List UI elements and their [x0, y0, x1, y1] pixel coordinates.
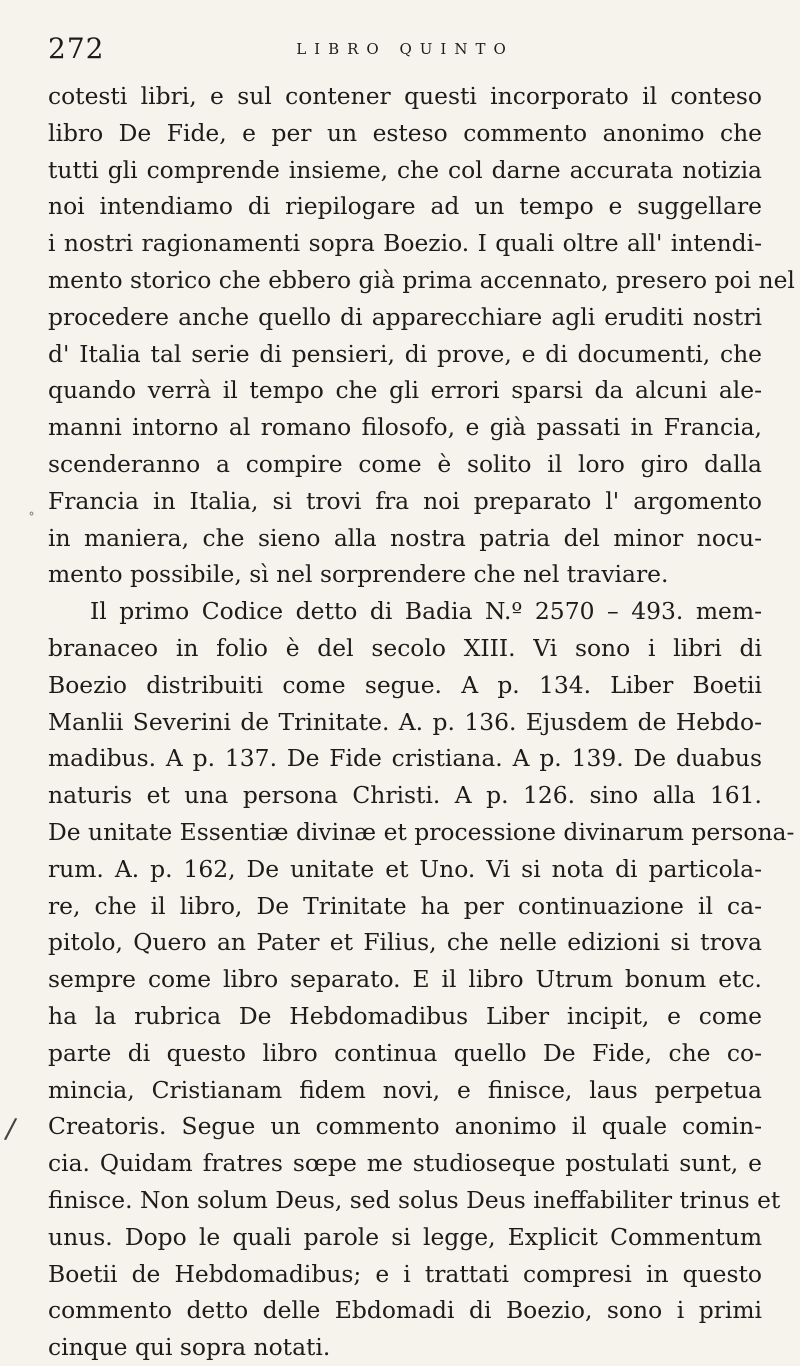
text-line: cinque qui sopra notati.: [48, 1333, 331, 1362]
text-line: commento detto delle Ebdomadi di Boezio, sono i primi: [48, 1296, 762, 1325]
text-line: De unitate Essentiæ divinæ et processione divinarum persona-: [48, 817, 795, 846]
running-head: [48, 26, 762, 78]
text-line: Creatoris. Segue un commento anonimo il quale comin-: [48, 1112, 762, 1141]
text-line: d' Italia tal serie di pensieri, di prove, e di documenti, che: [48, 339, 762, 368]
text-line: pitolo, Quero an Pater et Filius, che nelle edizioni si trova: [48, 928, 762, 957]
gutter-mark: ˚: [28, 512, 35, 528]
page-number: 272: [48, 32, 105, 65]
text-line: mincia, Cristianam fidem novi, e finisce, laus perpetua: [48, 1075, 762, 1104]
text-line: unus. Dopo le quali parole si legge, Explicit Commentum: [48, 1222, 762, 1251]
paragraph-1: [48, 78, 795, 593]
margin-pencil-mark: /: [3, 1111, 19, 1146]
text-line: tutti gli comprende insieme, che col darne accurata notizia: [48, 155, 762, 184]
text-line: scenderanno a compire come è solito il loro giro dalla: [48, 449, 762, 478]
text-line: Il primo Codice detto di Badia N.º 2570 – 493. mem-: [90, 597, 762, 626]
text-line: finisce. Non solum Deus, sed solus Deus ineffabiliter trinus et: [48, 1185, 781, 1214]
text-line: mento possibile, sì nel sorprendere che nel traviare.: [48, 560, 669, 589]
text-line: mento storico che ebbero già prima accennato, presero poi nel: [48, 265, 795, 294]
text-line: Boezio distribuiti come segue. A p. 134. Liber Boetii: [48, 670, 762, 699]
text-line: madibus. A p. 137. De Fide cristiana. A p. 139. De duabus: [48, 744, 762, 773]
paragraph-2: [48, 593, 795, 1366]
text-line: procedere anche quello di apparecchiare agli eruditi nostri: [48, 302, 762, 331]
text-line: in maniera, che sieno alla nostra patria del minor nocu-: [48, 523, 762, 552]
text-line: sempre come libro separato. E il libro Utrum bonum etc.: [48, 965, 762, 994]
text-line: cotesti libri, e sul contener questi incorporato il conteso: [48, 82, 762, 110]
text-line: i nostri ragionamenti sopra Boezio. I quali oltre all' intendi-: [48, 229, 762, 258]
text-line: naturis et una persona Christi. A p. 126. sino alla 161.: [48, 781, 762, 810]
text-line: libro De Fide, e per un esteso commento anonimo che: [48, 118, 762, 147]
text-line: Boetii de Hebdomadibus; e i trattati compresi in questo: [48, 1259, 762, 1288]
body-text: [48, 78, 795, 1366]
text-line: branaceo in folio è del secolo XIII. Vi sono i libri di: [48, 633, 762, 662]
text-line: cia. Quidam fratres sœpe me studioseque postulati sunt, e: [48, 1149, 762, 1178]
text-line: noi intendiamo di riepilogare ad un tempo e suggellare: [48, 192, 762, 221]
text-line: rum. A. p. 162, De unitate et Uno. Vi si nota di particola-: [48, 854, 762, 883]
text-line: re, che il libro, De Trinitate ha per continuazione il ca-: [48, 891, 762, 920]
text-line: parte di questo libro continua quello De Fide, che co-: [48, 1038, 762, 1067]
running-title: LIBRO QUINTO: [296, 40, 514, 58]
text-line: manni intorno al romano filosofo, e già passati in Francia,: [48, 413, 762, 442]
text-line: Francia in Italia, si trovi fra noi preparato l' argomento: [48, 486, 762, 515]
text-line: quando verrà il tempo che gli errori sparsi da alcuni ale-: [48, 376, 762, 405]
text-line: ha la rubrica De Hebdomadibus Liber incipit, e come: [48, 1001, 762, 1030]
text-line: Manlii Severini de Trinitate. A. p. 136. Ejusdem de Hebdo-: [48, 707, 762, 736]
